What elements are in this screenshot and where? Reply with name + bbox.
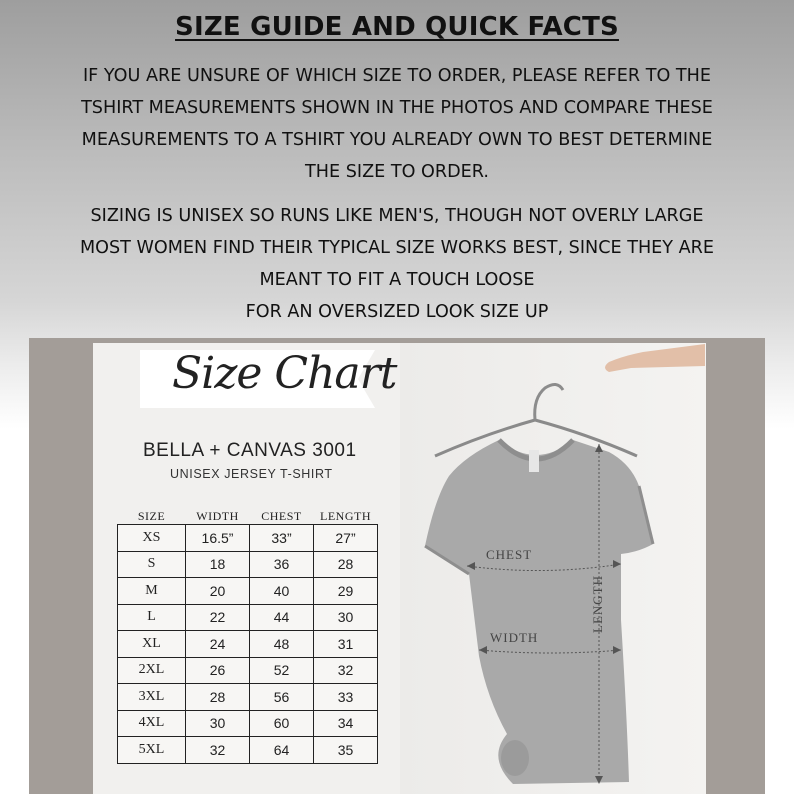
size-cell: 3XL: [118, 684, 186, 711]
hand-illustration: [605, 344, 705, 372]
chest-cell: 36: [250, 551, 314, 578]
length-cell: 32: [314, 657, 378, 684]
chest-cell: 40: [250, 578, 314, 605]
size-cell: L: [118, 604, 186, 631]
length-cell: 29: [314, 578, 378, 605]
table-row: [118, 525, 378, 552]
fit-note-line: MEANT TO FIT A TOUCH LOOSE: [259, 270, 535, 290]
size-cell: 5XL: [118, 737, 186, 764]
size-table: [117, 508, 378, 764]
chest-cell: 52: [250, 657, 314, 684]
width-cell: 22: [186, 604, 250, 631]
width-cell: 24: [186, 631, 250, 658]
table-row: [118, 631, 378, 658]
length-cell: 27”: [314, 525, 378, 552]
fit-note-line: MOST WOMEN FIND THEIR TYPICAL SIZE WORKS BEST, SINCE THEY ARE: [79, 238, 715, 258]
fit-note-line: FOR AN OVERSIZED LOOK SIZE UP: [245, 302, 549, 322]
width-cell: 32: [186, 737, 250, 764]
width-cell: 20: [186, 578, 250, 605]
width-cell: 28: [186, 684, 250, 711]
length-cell: 34: [314, 710, 378, 737]
model-name: BELLA + CANVAS 3001: [143, 440, 357, 461]
table-row: [118, 657, 378, 684]
instructions-line: TSHIRT MEASUREMENTS SHOWN IN THE PHOTOS AND COMPARE THESE: [81, 98, 713, 118]
table-row: [118, 684, 378, 711]
chest-cell: 56: [250, 684, 314, 711]
chest-cell: 48: [250, 631, 314, 658]
table-row: [118, 710, 378, 737]
size-chart-heading: Size Chart: [172, 348, 397, 399]
width-cell: 26: [186, 657, 250, 684]
length-cell: 31: [314, 631, 378, 658]
width-cell: 16.5”: [186, 525, 250, 552]
instructions-line: MEASUREMENTS TO A TSHIRT YOU ALREADY OWN TO BEST DETERMINE: [81, 130, 713, 150]
size-cell: M: [118, 578, 186, 605]
column-header-size: SIZE: [137, 508, 166, 523]
column-header-length: LENGTH: [320, 508, 371, 523]
table-row: [118, 737, 378, 764]
table-row: [118, 604, 378, 631]
chest-cell: 64: [250, 737, 314, 764]
table-row: [118, 578, 378, 605]
chest-label: CHEST: [486, 547, 533, 562]
length-cell: 28: [314, 551, 378, 578]
page-title: SIZE GUIDE AND QUICK FACTS: [175, 12, 619, 42]
size-cell: 2XL: [118, 657, 186, 684]
width-label: WIDTH: [490, 630, 539, 645]
tshirt-tag: [529, 450, 539, 472]
column-header-width: WIDTH: [196, 508, 239, 523]
length-cell: 30: [314, 604, 378, 631]
size-cell: 4XL: [118, 710, 186, 737]
chest-cell: 44: [250, 604, 314, 631]
tshirt-illustration: [395, 338, 705, 794]
size-cell: XS: [118, 525, 186, 552]
chest-cell: 60: [250, 710, 314, 737]
instructions-line: IF YOU ARE UNSURE OF WHICH SIZE TO ORDER, PLEASE REFER TO THE: [82, 66, 712, 86]
table-header-row: [118, 508, 378, 525]
width-cell: 30: [186, 710, 250, 737]
length-cell: 33: [314, 684, 378, 711]
tshirt-knot: [501, 740, 529, 776]
length-label: LENGTH: [590, 575, 605, 633]
width-cell: 18: [186, 551, 250, 578]
hanger-hook-icon: [535, 384, 563, 420]
fit-note-line: SIZING IS UNISEX SO RUNS LIKE MEN'S, THOUGH NOT OVERLY LARGE: [90, 206, 704, 226]
length-cell: 35: [314, 737, 378, 764]
sizing-instructions: [0, 60, 794, 188]
size-cell: S: [118, 551, 186, 578]
size-cell: XL: [118, 631, 186, 658]
tshirt-shape: [425, 440, 653, 784]
table-row: [118, 551, 378, 578]
fit-notes: [0, 200, 794, 328]
instructions-line: THE SIZE TO ORDER.: [305, 162, 489, 182]
model-subtitle: UNISEX JERSEY T-SHIRT: [170, 467, 333, 481]
chest-cell: 33”: [250, 525, 314, 552]
column-header-chest: CHEST: [261, 508, 302, 523]
